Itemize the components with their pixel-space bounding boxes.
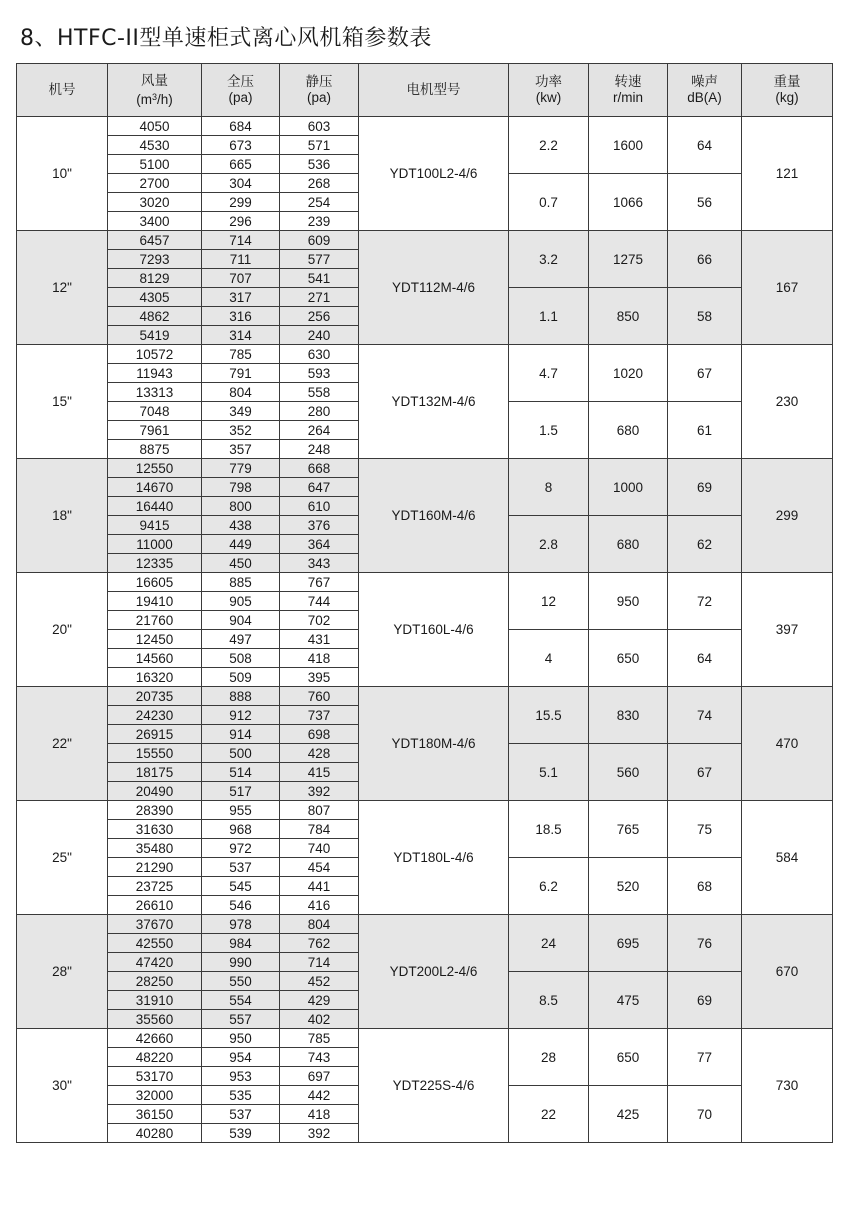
power-cell: 5.1 — [509, 744, 589, 801]
weight-cell: 167 — [742, 231, 833, 345]
noise-cell: 74 — [668, 687, 742, 744]
air-flow-cell: 13313 — [108, 383, 202, 402]
power-cell: 1.5 — [509, 402, 589, 459]
motor-model-cell: YDT160M-4/6 — [359, 459, 509, 573]
total-pressure-cell: 537 — [202, 1105, 280, 1124]
noise-cell: 56 — [668, 174, 742, 231]
total-pressure-cell: 314 — [202, 326, 280, 345]
static-pressure-cell: 702 — [280, 611, 359, 630]
motor-model-cell: YDT132M-4/6 — [359, 345, 509, 459]
total-pressure-cell: 304 — [202, 174, 280, 193]
table-row — [17, 231, 833, 250]
motor-model-cell: YDT200L2-4/6 — [359, 915, 509, 1029]
speed-cell: 680 — [589, 402, 668, 459]
static-pressure-cell: 431 — [280, 630, 359, 649]
total-pressure-cell: 711 — [202, 250, 280, 269]
static-pressure-cell: 429 — [280, 991, 359, 1010]
static-pressure-cell: 610 — [280, 497, 359, 516]
total-pressure-cell: 517 — [202, 782, 280, 801]
table-row — [17, 117, 833, 136]
air-flow-cell: 7961 — [108, 421, 202, 440]
motor-model-cell: YDT225S-4/6 — [359, 1029, 509, 1143]
noise-divider — [668, 287, 719, 288]
total-pressure-cell: 554 — [202, 991, 280, 1010]
speed-cell: 765 — [589, 801, 668, 858]
total-pressure-cell: 546 — [202, 896, 280, 915]
noise-cell: 67 — [668, 744, 742, 801]
static-pressure-cell: 402 — [280, 1010, 359, 1029]
total-pressure-cell: 804 — [202, 383, 280, 402]
weight-cell: 730 — [742, 1029, 833, 1143]
model-number-cell: 18" — [17, 459, 108, 573]
total-pressure-cell: 349 — [202, 402, 280, 421]
total-pressure-cell: 500 — [202, 744, 280, 763]
air-flow-cell: 11000 — [108, 535, 202, 554]
noise-cell: 70 — [668, 1086, 742, 1143]
static-pressure-cell: 571 — [280, 136, 359, 155]
model-number-cell: 22" — [17, 687, 108, 801]
model-number-cell: 10" — [17, 117, 108, 231]
weight-cell: 670 — [742, 915, 833, 1029]
total-pressure-cell: 665 — [202, 155, 280, 174]
static-pressure-cell: 784 — [280, 820, 359, 839]
air-flow-cell: 23725 — [108, 877, 202, 896]
power-cell: 2.8 — [509, 516, 589, 573]
static-pressure-cell: 364 — [280, 535, 359, 554]
static-pressure-cell: 416 — [280, 896, 359, 915]
total-pressure-cell: 707 — [202, 269, 280, 288]
total-pressure-cell: 990 — [202, 953, 280, 972]
air-flow-cell: 12335 — [108, 554, 202, 573]
noise-divider — [668, 173, 719, 174]
static-pressure-cell: 762 — [280, 934, 359, 953]
speed-cell: 475 — [589, 972, 668, 1029]
noise-divider — [668, 857, 719, 858]
noise-divider — [668, 515, 719, 516]
total-pressure-cell: 514 — [202, 763, 280, 782]
air-flow-cell: 7293 — [108, 250, 202, 269]
power-cell: 8.5 — [509, 972, 589, 1029]
table-row — [17, 1029, 833, 1048]
static-pressure-cell: 256 — [280, 307, 359, 326]
static-pressure-cell: 593 — [280, 364, 359, 383]
air-flow-cell: 6457 — [108, 231, 202, 250]
power-cell: 0.7 — [509, 174, 589, 231]
header-motor-model: 电机型号 — [359, 64, 509, 117]
model-number-cell: 20" — [17, 573, 108, 687]
noise-cell: 58 — [668, 288, 742, 345]
air-flow-cell: 10572 — [108, 345, 202, 364]
static-pressure-cell: 603 — [280, 117, 359, 136]
static-pressure-cell: 254 — [280, 193, 359, 212]
power-cell: 2.2 — [509, 117, 589, 174]
air-flow-cell: 18175 — [108, 763, 202, 782]
air-flow-cell: 21290 — [108, 858, 202, 877]
header-weight: 重量 (kg) — [742, 64, 833, 117]
static-pressure-cell: 442 — [280, 1086, 359, 1105]
static-pressure-cell: 280 — [280, 402, 359, 421]
static-pressure-cell: 392 — [280, 1124, 359, 1143]
fan-parameter-table — [16, 63, 833, 1143]
speed-cell: 560 — [589, 744, 668, 801]
total-pressure-cell: 779 — [202, 459, 280, 478]
weight-cell: 230 — [742, 345, 833, 459]
air-flow-cell: 16440 — [108, 497, 202, 516]
noise-cell: 77 — [668, 1029, 742, 1086]
model-number-cell: 28" — [17, 915, 108, 1029]
total-pressure-cell: 978 — [202, 915, 280, 934]
static-pressure-cell: 767 — [280, 573, 359, 592]
total-pressure-cell: 357 — [202, 440, 280, 459]
header-power: 功率 (kw) — [509, 64, 589, 117]
motor-model-cell: YDT160L-4/6 — [359, 573, 509, 687]
air-flow-cell: 5419 — [108, 326, 202, 345]
noise-divider — [668, 1085, 719, 1086]
static-pressure-cell: 392 — [280, 782, 359, 801]
noise-cell: 72 — [668, 573, 742, 630]
table-row — [17, 459, 833, 478]
total-pressure-cell: 537 — [202, 858, 280, 877]
table-row — [17, 345, 833, 364]
air-flow-cell: 48220 — [108, 1048, 202, 1067]
total-pressure-cell: 791 — [202, 364, 280, 383]
power-cell: 8 — [509, 459, 589, 516]
total-pressure-cell: 539 — [202, 1124, 280, 1143]
total-pressure-cell: 545 — [202, 877, 280, 896]
model-number-cell: 12" — [17, 231, 108, 345]
air-flow-cell: 4862 — [108, 307, 202, 326]
motor-model-cell: YDT180M-4/6 — [359, 687, 509, 801]
speed-cell: 520 — [589, 858, 668, 915]
total-pressure-cell: 955 — [202, 801, 280, 820]
static-pressure-cell: 807 — [280, 801, 359, 820]
header-model-no: 机号 — [17, 64, 108, 117]
air-flow-cell: 9415 — [108, 516, 202, 535]
total-pressure-cell: 508 — [202, 649, 280, 668]
air-flow-cell: 15550 — [108, 744, 202, 763]
static-pressure-cell: 647 — [280, 478, 359, 497]
static-pressure-cell: 714 — [280, 953, 359, 972]
total-pressure-cell: 953 — [202, 1067, 280, 1086]
air-flow-cell: 16320 — [108, 668, 202, 687]
page-title: 8、HTFC-II型单速柜式离心风机箱参数表 — [20, 26, 432, 51]
weight-cell: 397 — [742, 573, 833, 687]
header-static-pressure: 静压 (pa) — [280, 64, 359, 117]
table-row — [17, 801, 833, 820]
static-pressure-cell: 452 — [280, 972, 359, 991]
noise-cell: 66 — [668, 231, 742, 288]
noise-cell: 69 — [668, 972, 742, 1029]
noise-cell: 62 — [668, 516, 742, 573]
total-pressure-cell: 450 — [202, 554, 280, 573]
speed-cell: 1066 — [589, 174, 668, 231]
total-pressure-cell: 535 — [202, 1086, 280, 1105]
header-flow: 风量 $(m^3/h)$ — [108, 64, 202, 117]
static-pressure-cell: 418 — [280, 1105, 359, 1124]
power-cell: 1.1 — [509, 288, 589, 345]
speed-cell: 1600 — [589, 117, 668, 174]
speed-cell: 650 — [589, 630, 668, 687]
model-number-cell: 30" — [17, 1029, 108, 1143]
total-pressure-cell: 509 — [202, 668, 280, 687]
model-number-cell: 25" — [17, 801, 108, 915]
total-pressure-cell: 497 — [202, 630, 280, 649]
static-pressure-cell: 268 — [280, 174, 359, 193]
air-flow-cell: 42550 — [108, 934, 202, 953]
static-pressure-cell: 541 — [280, 269, 359, 288]
speed-cell: 1275 — [589, 231, 668, 288]
air-flow-cell: 2700 — [108, 174, 202, 193]
air-flow-cell: 28250 — [108, 972, 202, 991]
power-cell: 28 — [509, 1029, 589, 1086]
static-pressure-cell: 737 — [280, 706, 359, 725]
speed-cell: 950 — [589, 573, 668, 630]
air-flow-cell: 3020 — [108, 193, 202, 212]
speed-cell: 1020 — [589, 345, 668, 402]
total-pressure-cell: 972 — [202, 839, 280, 858]
table-row — [17, 915, 833, 934]
static-pressure-cell: 785 — [280, 1029, 359, 1048]
air-flow-cell: 14560 — [108, 649, 202, 668]
total-pressure-cell: 714 — [202, 231, 280, 250]
air-flow-cell: 31630 — [108, 820, 202, 839]
noise-divider — [668, 401, 719, 402]
power-cell: 24 — [509, 915, 589, 972]
noise-cell: 67 — [668, 345, 742, 402]
total-pressure-cell: 438 — [202, 516, 280, 535]
table-row — [17, 573, 833, 592]
air-flow-cell: 20490 — [108, 782, 202, 801]
weight-cell: 121 — [742, 117, 833, 231]
speed-cell: 1000 — [589, 459, 668, 516]
total-pressure-cell: 550 — [202, 972, 280, 991]
power-cell: 4 — [509, 630, 589, 687]
static-pressure-cell: 744 — [280, 592, 359, 611]
weight-cell: 299 — [742, 459, 833, 573]
air-flow-cell: 37670 — [108, 915, 202, 934]
air-flow-cell: 28390 — [108, 801, 202, 820]
noise-cell: 64 — [668, 630, 742, 687]
air-flow-cell: 35480 — [108, 839, 202, 858]
total-pressure-cell: 798 — [202, 478, 280, 497]
air-flow-cell: 5100 — [108, 155, 202, 174]
table-body — [17, 117, 833, 1143]
noise-divider — [668, 629, 719, 630]
static-pressure-cell: 668 — [280, 459, 359, 478]
air-flow-cell: 3400 — [108, 212, 202, 231]
static-pressure-cell: 743 — [280, 1048, 359, 1067]
static-pressure-cell: 441 — [280, 877, 359, 896]
static-pressure-cell: 536 — [280, 155, 359, 174]
header-speed: 转速 r/min — [589, 64, 668, 117]
static-pressure-cell: 630 — [280, 345, 359, 364]
noise-divider — [668, 971, 719, 972]
air-flow-cell: 35560 — [108, 1010, 202, 1029]
power-cell: 18.5 — [509, 801, 589, 858]
noise-cell: 76 — [668, 915, 742, 972]
static-pressure-cell: 804 — [280, 915, 359, 934]
speed-cell: 850 — [589, 288, 668, 345]
total-pressure-cell: 352 — [202, 421, 280, 440]
total-pressure-cell: 950 — [202, 1029, 280, 1048]
static-pressure-cell: 697 — [280, 1067, 359, 1086]
total-pressure-cell: 984 — [202, 934, 280, 953]
total-pressure-cell: 912 — [202, 706, 280, 725]
air-flow-cell: 24230 — [108, 706, 202, 725]
static-pressure-cell: 428 — [280, 744, 359, 763]
air-flow-cell: 21760 — [108, 611, 202, 630]
total-pressure-cell: 785 — [202, 345, 280, 364]
total-pressure-cell: 673 — [202, 136, 280, 155]
air-flow-cell: 16605 — [108, 573, 202, 592]
air-flow-cell: 8875 — [108, 440, 202, 459]
air-flow-cell: 19410 — [108, 592, 202, 611]
static-pressure-cell: 239 — [280, 212, 359, 231]
static-pressure-cell: 395 — [280, 668, 359, 687]
power-cell: 22 — [509, 1086, 589, 1143]
header-total-pressure: 全压 (pa) — [202, 64, 280, 117]
weight-cell: 584 — [742, 801, 833, 915]
static-pressure-cell: 558 — [280, 383, 359, 402]
air-flow-cell: 12550 — [108, 459, 202, 478]
total-pressure-cell: 968 — [202, 820, 280, 839]
total-pressure-cell: 557 — [202, 1010, 280, 1029]
power-cell: 4.7 — [509, 345, 589, 402]
power-cell: 6.2 — [509, 858, 589, 915]
air-flow-cell: 42660 — [108, 1029, 202, 1048]
air-flow-cell: 47420 — [108, 953, 202, 972]
static-pressure-cell: 248 — [280, 440, 359, 459]
total-pressure-cell: 299 — [202, 193, 280, 212]
total-pressure-cell: 904 — [202, 611, 280, 630]
static-pressure-cell: 240 — [280, 326, 359, 345]
air-flow-cell: 7048 — [108, 402, 202, 421]
motor-model-cell: YDT112M-4/6 — [359, 231, 509, 345]
total-pressure-cell: 888 — [202, 687, 280, 706]
speed-cell: 680 — [589, 516, 668, 573]
static-pressure-cell: 577 — [280, 250, 359, 269]
air-flow-cell: 26915 — [108, 725, 202, 744]
power-cell: 15.5 — [509, 687, 589, 744]
static-pressure-cell: 454 — [280, 858, 359, 877]
total-pressure-cell: 296 — [202, 212, 280, 231]
noise-divider — [668, 743, 719, 744]
noise-cell: 61 — [668, 402, 742, 459]
air-flow-cell: 8129 — [108, 269, 202, 288]
total-pressure-cell: 316 — [202, 307, 280, 326]
air-flow-cell: 4050 — [108, 117, 202, 136]
air-flow-cell: 31910 — [108, 991, 202, 1010]
static-pressure-cell: 740 — [280, 839, 359, 858]
static-pressure-cell: 343 — [280, 554, 359, 573]
total-pressure-cell: 954 — [202, 1048, 280, 1067]
static-pressure-cell: 418 — [280, 649, 359, 668]
motor-model-cell: YDT100L2-4/6 — [359, 117, 509, 231]
noise-cell: 68 — [668, 858, 742, 915]
table-row — [17, 687, 833, 706]
model-number-cell: 15" — [17, 345, 108, 459]
air-flow-cell: 32000 — [108, 1086, 202, 1105]
weight-cell: 470 — [742, 687, 833, 801]
static-pressure-cell: 698 — [280, 725, 359, 744]
noise-cell: 64 — [668, 117, 742, 174]
static-pressure-cell: 376 — [280, 516, 359, 535]
air-flow-cell: 14670 — [108, 478, 202, 497]
speed-cell: 425 — [589, 1086, 668, 1143]
total-pressure-cell: 449 — [202, 535, 280, 554]
noise-cell: 69 — [668, 459, 742, 516]
air-flow-cell: 40280 — [108, 1124, 202, 1143]
total-pressure-cell: 914 — [202, 725, 280, 744]
air-flow-cell: 4305 — [108, 288, 202, 307]
air-flow-cell: 36150 — [108, 1105, 202, 1124]
static-pressure-cell: 415 — [280, 763, 359, 782]
speed-cell: 830 — [589, 687, 668, 744]
noise-cell: 75 — [668, 801, 742, 858]
motor-model-cell: YDT180L-4/6 — [359, 801, 509, 915]
static-pressure-cell: 609 — [280, 231, 359, 250]
air-flow-cell: 12450 — [108, 630, 202, 649]
air-flow-cell: 53170 — [108, 1067, 202, 1086]
static-pressure-cell: 264 — [280, 421, 359, 440]
air-flow-cell: 11943 — [108, 364, 202, 383]
total-pressure-cell: 317 — [202, 288, 280, 307]
static-pressure-cell: 271 — [280, 288, 359, 307]
total-pressure-cell: 800 — [202, 497, 280, 516]
air-flow-cell: 4530 — [108, 136, 202, 155]
static-pressure-cell: 760 — [280, 687, 359, 706]
speed-cell: 650 — [589, 1029, 668, 1086]
air-flow-cell: 20735 — [108, 687, 202, 706]
air-flow-cell: 26610 — [108, 896, 202, 915]
speed-cell: 695 — [589, 915, 668, 972]
total-pressure-cell: 684 — [202, 117, 280, 136]
power-cell: 12 — [509, 573, 589, 630]
total-pressure-cell: 905 — [202, 592, 280, 611]
header-noise: 噪声 dB(A) — [668, 64, 742, 117]
total-pressure-cell: 885 — [202, 573, 280, 592]
power-cell: 3.2 — [509, 231, 589, 288]
header-row — [17, 64, 833, 117]
